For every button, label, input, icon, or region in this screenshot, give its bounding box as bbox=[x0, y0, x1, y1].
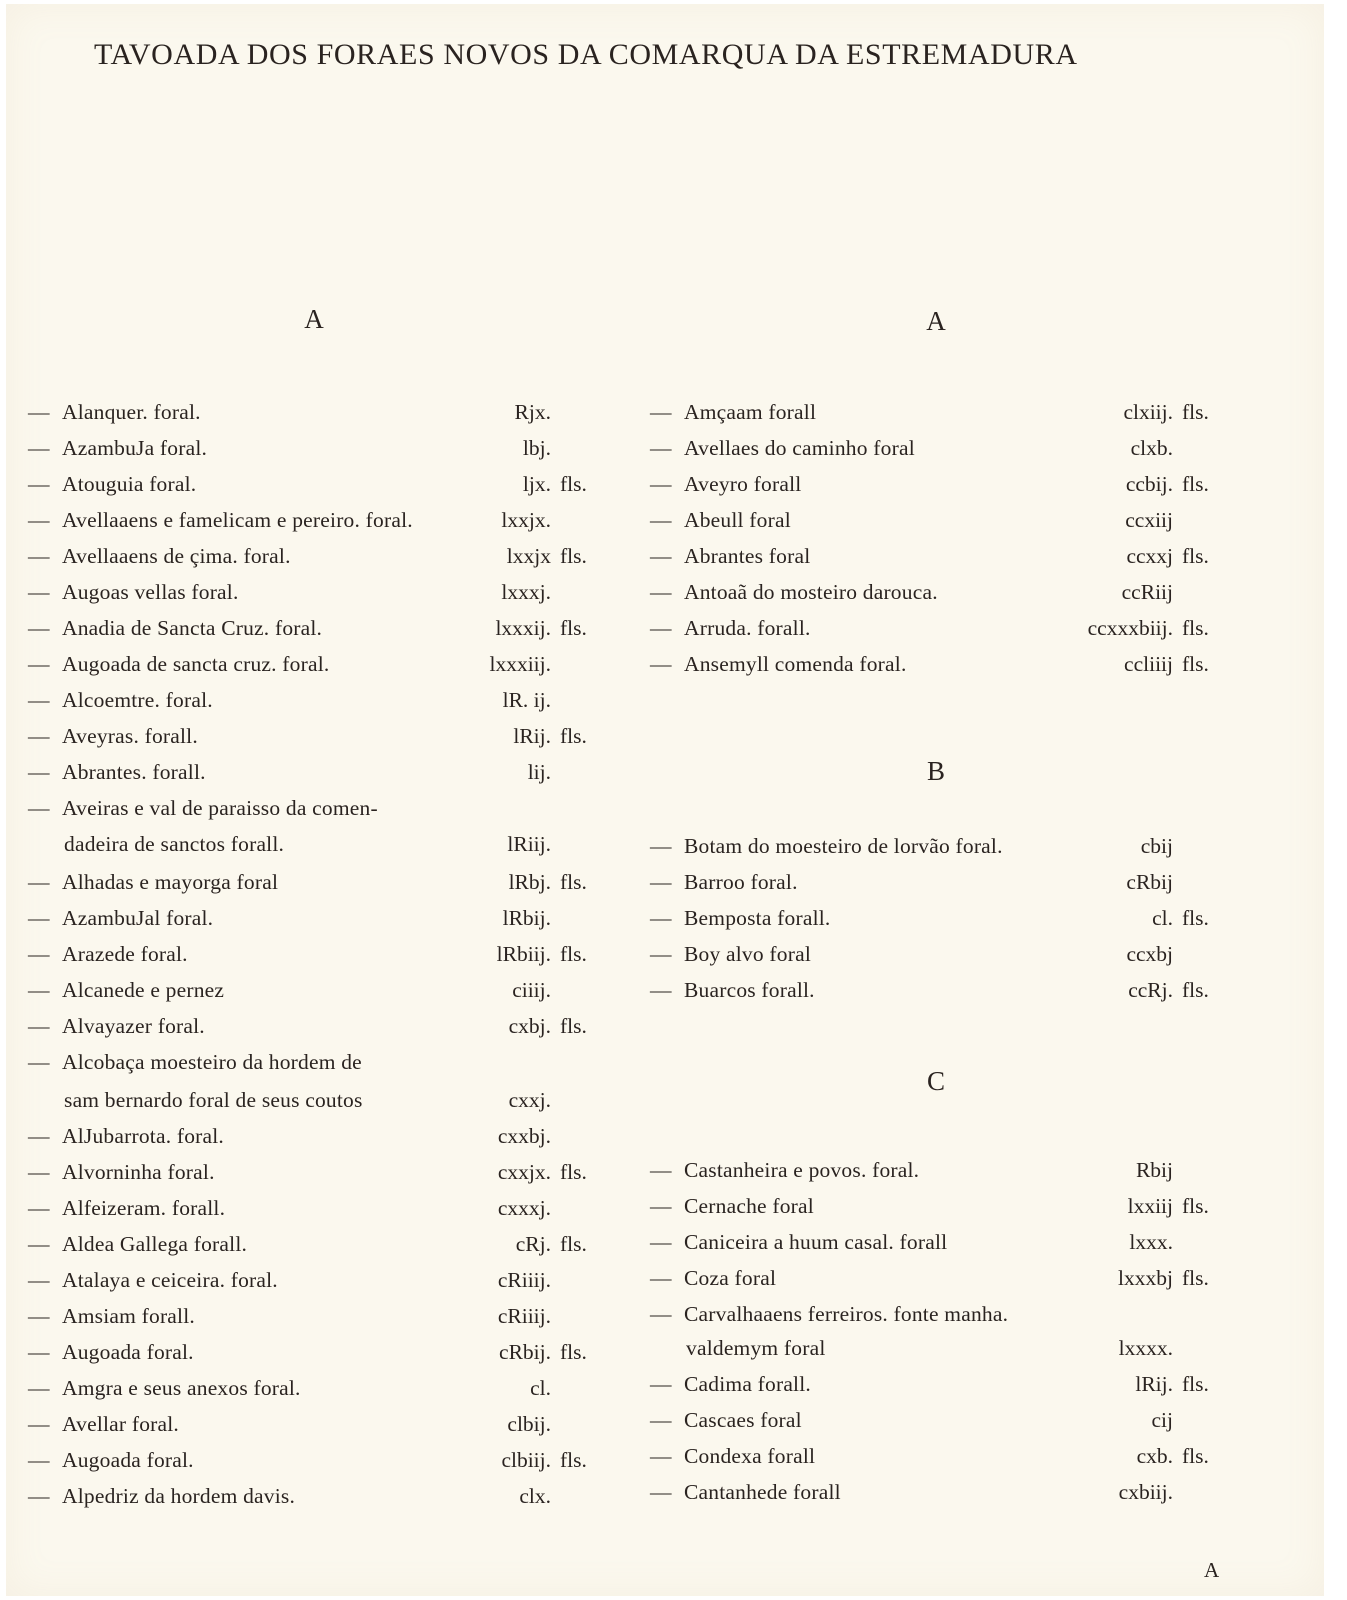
folio-number: lRij. bbox=[1135, 1372, 1173, 1396]
entry-dash: — bbox=[28, 616, 50, 640]
entry-name: Augoada de sancta cruz. foral. bbox=[62, 652, 330, 676]
entry-name: Cantanhede forall bbox=[684, 1480, 841, 1504]
folio-number: lRbij. bbox=[502, 906, 551, 930]
entry-name: Cadima forall. bbox=[684, 1372, 811, 1396]
entry-name: Barroo foral. bbox=[684, 870, 798, 894]
entry-dash: — bbox=[650, 436, 672, 460]
section-letter: B bbox=[926, 756, 945, 786]
entry-dash: — bbox=[650, 544, 672, 568]
index-entry bbox=[650, 1230, 1290, 1254]
entry-dash: — bbox=[650, 652, 672, 676]
entry-name: Castanheira e povos. foral. bbox=[684, 1158, 920, 1182]
index-entry bbox=[650, 436, 1290, 460]
index-entry bbox=[28, 580, 668, 604]
index-entry bbox=[28, 1412, 668, 1436]
index-entry bbox=[650, 544, 1290, 568]
entry-name-continued: valdemym foral bbox=[686, 1336, 826, 1360]
index-entry bbox=[28, 544, 668, 568]
folio-number: ccRiij bbox=[1121, 580, 1173, 604]
entry-dash: — bbox=[28, 544, 50, 568]
folio-abbrev: fls. bbox=[1182, 906, 1209, 930]
folio-number: cij bbox=[1151, 1408, 1173, 1432]
section-letter: A bbox=[304, 304, 324, 334]
folio-abbrev: fls. bbox=[1182, 1194, 1209, 1218]
index-entry bbox=[28, 1232, 668, 1256]
index-entry bbox=[650, 834, 1290, 858]
entry-name: Carvalhaaens ferreiros. fonte manha. bbox=[684, 1302, 1009, 1326]
folio-abbrev: fls. bbox=[560, 472, 587, 496]
folio-abbrev: fls. bbox=[560, 870, 587, 894]
index-entry bbox=[650, 1302, 1290, 1360]
folio-number: ccliiij bbox=[1124, 652, 1173, 676]
entry-dash: — bbox=[650, 1194, 672, 1218]
folio-number: cxbj. bbox=[508, 1014, 551, 1038]
index-entry bbox=[650, 1372, 1290, 1396]
entry-name: Alanquer. foral. bbox=[62, 400, 201, 424]
folio-number: ccxxxbiij. bbox=[1087, 616, 1173, 640]
entry-name: Antoaã do mosteiro darouca. bbox=[684, 580, 938, 604]
folio-number: lxxxj. bbox=[501, 580, 551, 604]
entry-dash: — bbox=[28, 1412, 50, 1436]
entry-name: Avellaaens e famelicam e pereiro. foral. bbox=[62, 508, 413, 532]
index-entry bbox=[650, 652, 1290, 676]
entry-dash: — bbox=[28, 1196, 50, 1220]
page-mark: A bbox=[1204, 1558, 1220, 1582]
entry-name: Augoada foral. bbox=[62, 1340, 194, 1364]
folio-number: clxiij. bbox=[1123, 400, 1173, 424]
entry-dash: — bbox=[28, 1268, 50, 1292]
folio-abbrev: fls. bbox=[560, 1160, 587, 1184]
entry-dash: — bbox=[28, 724, 50, 748]
index-entry bbox=[650, 400, 1290, 424]
entry-name: AlJubarrota. foral. bbox=[62, 1124, 225, 1148]
entry-name: Avellar foral. bbox=[62, 1412, 180, 1436]
folio-number: lxxxiij. bbox=[489, 652, 551, 676]
entry-dash: — bbox=[650, 508, 672, 532]
index-entry bbox=[28, 1268, 668, 1292]
folio-number: ccbij. bbox=[1125, 472, 1173, 496]
index-entry bbox=[650, 942, 1290, 966]
folio-abbrev: fls. bbox=[1182, 1372, 1209, 1396]
entry-name: Aveyro forall bbox=[684, 472, 802, 496]
folio-number: cRbij bbox=[1126, 870, 1173, 894]
folio-number: cRiiij. bbox=[497, 1304, 551, 1328]
index-entry bbox=[28, 1160, 668, 1184]
folio-abbrev: fls. bbox=[1182, 978, 1209, 1002]
index-entry bbox=[28, 400, 668, 424]
entry-dash: — bbox=[28, 796, 50, 820]
entry-dash: — bbox=[28, 1376, 50, 1400]
entry-dash: — bbox=[650, 1158, 672, 1182]
index-entry bbox=[650, 472, 1290, 496]
document-page bbox=[6, 4, 1324, 1596]
folio-number: lRbj. bbox=[508, 870, 551, 894]
index-entry bbox=[28, 1484, 668, 1508]
entry-name: Amgra e seus anexos foral. bbox=[62, 1376, 301, 1400]
index-entry bbox=[650, 1158, 1290, 1182]
entry-dash: — bbox=[650, 870, 672, 894]
folio-number: ljx. bbox=[522, 472, 551, 496]
folio-abbrev: fls. bbox=[1182, 1444, 1209, 1468]
index-entry bbox=[28, 688, 668, 712]
section-letter: A bbox=[926, 306, 946, 336]
folio-number: lxxjx bbox=[506, 544, 551, 568]
index-entry bbox=[28, 906, 668, 930]
folio-number: ccxiij bbox=[1125, 508, 1173, 532]
entry-name: Aldea Gallega forall. bbox=[62, 1232, 248, 1256]
entry-name: Abeull foral bbox=[684, 508, 791, 532]
folio-number: clxb. bbox=[1130, 436, 1173, 460]
entry-name: Bemposta forall. bbox=[684, 906, 831, 930]
index-entry bbox=[28, 1196, 668, 1220]
folio-number: cRiiij. bbox=[497, 1268, 551, 1292]
page-title: TAVOADA DOS FORAES NOVOS DA COMARQUA DA ESTREMADURA bbox=[94, 38, 1078, 71]
folio-number: cxb. bbox=[1136, 1444, 1173, 1468]
folio-abbrev: fls. bbox=[560, 616, 587, 640]
entry-name: Atouguia foral. bbox=[62, 472, 197, 496]
entry-dash: — bbox=[650, 1230, 672, 1254]
index-entry bbox=[650, 1480, 1290, 1504]
entry-dash: — bbox=[28, 1014, 50, 1038]
index-entry bbox=[28, 1448, 668, 1472]
entry-name: AzambuJa foral. bbox=[62, 436, 208, 460]
folio-number: cl. bbox=[1152, 906, 1173, 930]
entry-dash: — bbox=[28, 1448, 50, 1472]
folio-abbrev: fls. bbox=[560, 1448, 587, 1472]
index-entry bbox=[650, 1266, 1290, 1290]
index-entry bbox=[28, 1014, 668, 1038]
folio-number: cxxjx. bbox=[497, 1160, 551, 1184]
entry-name: Cascaes foral bbox=[684, 1408, 802, 1432]
index-entry bbox=[28, 1304, 668, 1328]
folio-number: cRbij. bbox=[499, 1340, 551, 1364]
folio-number: lR. ij. bbox=[502, 688, 551, 712]
entry-dash: — bbox=[28, 1160, 50, 1184]
folio-number: cxxj. bbox=[508, 1088, 551, 1112]
entry-dash: — bbox=[28, 870, 50, 894]
folio-number: lRbiij. bbox=[496, 942, 551, 966]
folio-number: lxxxij. bbox=[495, 616, 551, 640]
entry-name: Arazede foral. bbox=[62, 942, 188, 966]
folio-abbrev: fls. bbox=[1182, 1266, 1209, 1290]
folio-abbrev: fls. bbox=[1182, 616, 1209, 640]
index-entry bbox=[28, 472, 668, 496]
entry-dash: — bbox=[650, 834, 672, 858]
folio-number: ccxbj bbox=[1126, 942, 1173, 966]
entry-name: Aveyras. forall. bbox=[62, 724, 198, 748]
index-entry bbox=[650, 1408, 1290, 1432]
entry-name: Aveiras e val de paraisso da comen- bbox=[62, 796, 378, 820]
entry-name: Alpedriz da hordem davis. bbox=[62, 1484, 296, 1508]
entry-dash: — bbox=[650, 616, 672, 640]
entry-name: Atalaya e ceiceira. foral. bbox=[62, 1268, 278, 1292]
folio-number: lxxx. bbox=[1129, 1230, 1173, 1254]
index-entry bbox=[650, 870, 1290, 894]
entry-dash: — bbox=[650, 400, 672, 424]
entry-dash: — bbox=[650, 1266, 672, 1290]
entry-dash: — bbox=[28, 436, 50, 460]
index-entry bbox=[650, 508, 1290, 532]
entry-name: Alvayazer foral. bbox=[62, 1014, 205, 1038]
folio-abbrev: fls. bbox=[560, 724, 587, 748]
index-entry bbox=[28, 870, 668, 894]
folio-number: lxxxbj bbox=[1118, 1266, 1173, 1290]
folio-abbrev: fls. bbox=[1182, 472, 1209, 496]
entry-name: Alcanede e pernez bbox=[62, 978, 225, 1002]
folio-number: lij. bbox=[527, 760, 551, 784]
entry-dash: — bbox=[650, 472, 672, 496]
entry-name: Cernache foral bbox=[684, 1194, 814, 1218]
entry-dash: — bbox=[650, 978, 672, 1002]
entry-dash: — bbox=[650, 580, 672, 604]
index-entry bbox=[650, 1194, 1290, 1218]
folio-number: cxxxj. bbox=[497, 1196, 551, 1220]
index-entry bbox=[650, 1444, 1290, 1468]
index-entry bbox=[650, 580, 1290, 604]
entry-dash: — bbox=[650, 1372, 672, 1396]
entry-dash: — bbox=[28, 1232, 50, 1256]
entry-dash: — bbox=[28, 1484, 50, 1508]
entry-name: Augoada foral. bbox=[62, 1448, 194, 1472]
entry-dash: — bbox=[28, 472, 50, 496]
folio-abbrev: fls. bbox=[560, 1014, 587, 1038]
folio-number: lxxxx. bbox=[1118, 1336, 1173, 1360]
folio-abbrev: fls. bbox=[1182, 400, 1209, 424]
index-entry bbox=[28, 1124, 668, 1148]
entry-name: Abrantes foral bbox=[684, 544, 811, 568]
folio-number: lxxiij bbox=[1127, 1194, 1173, 1218]
folio-number: clx. bbox=[519, 1484, 551, 1508]
entry-dash: — bbox=[28, 652, 50, 676]
index-entry bbox=[28, 796, 668, 856]
entry-dash: — bbox=[28, 580, 50, 604]
folio-number: lbj. bbox=[522, 436, 551, 460]
entry-name: Amçaam forall bbox=[684, 400, 817, 424]
entry-dash: — bbox=[28, 760, 50, 784]
index-entry bbox=[650, 906, 1290, 930]
entry-dash: — bbox=[650, 1444, 672, 1468]
entry-dash: — bbox=[28, 400, 50, 424]
folio-number: cxbiij. bbox=[1118, 1480, 1173, 1504]
entry-dash: — bbox=[28, 1124, 50, 1148]
entry-dash: — bbox=[650, 942, 672, 966]
index-entry bbox=[28, 508, 668, 532]
index-entry bbox=[28, 1340, 668, 1364]
entry-name: Avellaaens de çima. foral. bbox=[62, 544, 291, 568]
entry-name: Caniceira a huum casal. forall bbox=[684, 1230, 948, 1254]
entry-name: Alcobaça moesteiro da hordem de bbox=[62, 1050, 362, 1074]
folio-number: clbiij. bbox=[501, 1448, 551, 1472]
folio-number: Rbij bbox=[1135, 1158, 1173, 1182]
entry-name: Anadia de Sancta Cruz. foral. bbox=[62, 616, 323, 640]
entry-dash: — bbox=[28, 906, 50, 930]
index-entry bbox=[28, 942, 668, 966]
index-entry bbox=[28, 652, 668, 676]
entry-dash: — bbox=[28, 508, 50, 532]
folio-abbrev: fls. bbox=[560, 942, 587, 966]
folio-number: lxxjx. bbox=[501, 508, 551, 532]
entry-dash: — bbox=[28, 1304, 50, 1328]
folio-number: cbij bbox=[1140, 834, 1173, 858]
entry-name: Augoas vellas foral. bbox=[62, 580, 239, 604]
folio-number: Rjx. bbox=[514, 400, 551, 424]
folio-number: ccxxj bbox=[1126, 544, 1173, 568]
folio-abbrev: fls. bbox=[560, 1232, 587, 1256]
entry-name: Coza foral bbox=[684, 1266, 777, 1290]
entry-name: Botam do moesteiro de lorvão foral. bbox=[684, 834, 1003, 858]
entry-name: Alfeizeram. forall. bbox=[62, 1196, 226, 1220]
folio-number: ccRj. bbox=[1128, 978, 1173, 1002]
entry-dash: — bbox=[650, 1302, 672, 1326]
entry-dash: — bbox=[28, 1050, 50, 1074]
folio-number: lRiij. bbox=[507, 832, 551, 856]
section-letter: C bbox=[926, 1066, 945, 1096]
entry-name: Avellaes do caminho foral bbox=[684, 436, 915, 460]
folio-number: cRj. bbox=[515, 1232, 551, 1256]
entry-dash: — bbox=[650, 1480, 672, 1504]
entry-name: Alhadas e mayorga foral bbox=[62, 870, 279, 894]
index-entry bbox=[28, 616, 668, 640]
entry-name: Alcoemtre. foral. bbox=[62, 688, 213, 712]
folio-number: clbij. bbox=[507, 1412, 551, 1436]
folio-number: ciiij. bbox=[512, 978, 551, 1002]
index-entry bbox=[28, 760, 668, 784]
entry-name: Amsiam forall. bbox=[62, 1304, 195, 1328]
index-entry bbox=[650, 616, 1290, 640]
folio-abbrev: fls. bbox=[560, 544, 587, 568]
entry-name: AzambuJal foral. bbox=[62, 906, 214, 930]
index-entry bbox=[28, 1050, 668, 1112]
entry-dash: — bbox=[650, 1408, 672, 1432]
folio-abbrev: fls. bbox=[560, 1340, 587, 1364]
entry-name: Alvorninha foral. bbox=[62, 1160, 215, 1184]
entry-name: Arruda. forall. bbox=[684, 616, 811, 640]
folio-number: lRij. bbox=[513, 724, 551, 748]
entry-name: Buarcos forall. bbox=[684, 978, 815, 1002]
folio-abbrev: fls. bbox=[1182, 544, 1209, 568]
entry-dash: — bbox=[28, 978, 50, 1002]
entry-dash: — bbox=[28, 942, 50, 966]
entry-dash: — bbox=[28, 688, 50, 712]
index-entry bbox=[28, 724, 668, 748]
folio-number: cxxbj. bbox=[497, 1124, 551, 1148]
index-entry bbox=[28, 436, 668, 460]
index-entry bbox=[28, 1376, 668, 1400]
entry-dash: — bbox=[28, 1340, 50, 1364]
entry-name: Condexa forall bbox=[684, 1444, 816, 1468]
folio-number: cl. bbox=[530, 1376, 551, 1400]
folio-abbrev: fls. bbox=[1182, 652, 1209, 676]
entry-name: Abrantes. forall. bbox=[62, 760, 206, 784]
entry-name: Boy alvo foral bbox=[684, 942, 811, 966]
index-entry bbox=[650, 978, 1290, 1002]
entry-name-continued: dadeira de sanctos forall. bbox=[64, 832, 285, 856]
index-entry bbox=[28, 978, 668, 1002]
entry-name-continued: sam bernardo foral de seus coutos bbox=[64, 1088, 363, 1112]
entry-name: Ansemyll comenda foral. bbox=[684, 652, 907, 676]
entry-dash: — bbox=[650, 906, 672, 930]
